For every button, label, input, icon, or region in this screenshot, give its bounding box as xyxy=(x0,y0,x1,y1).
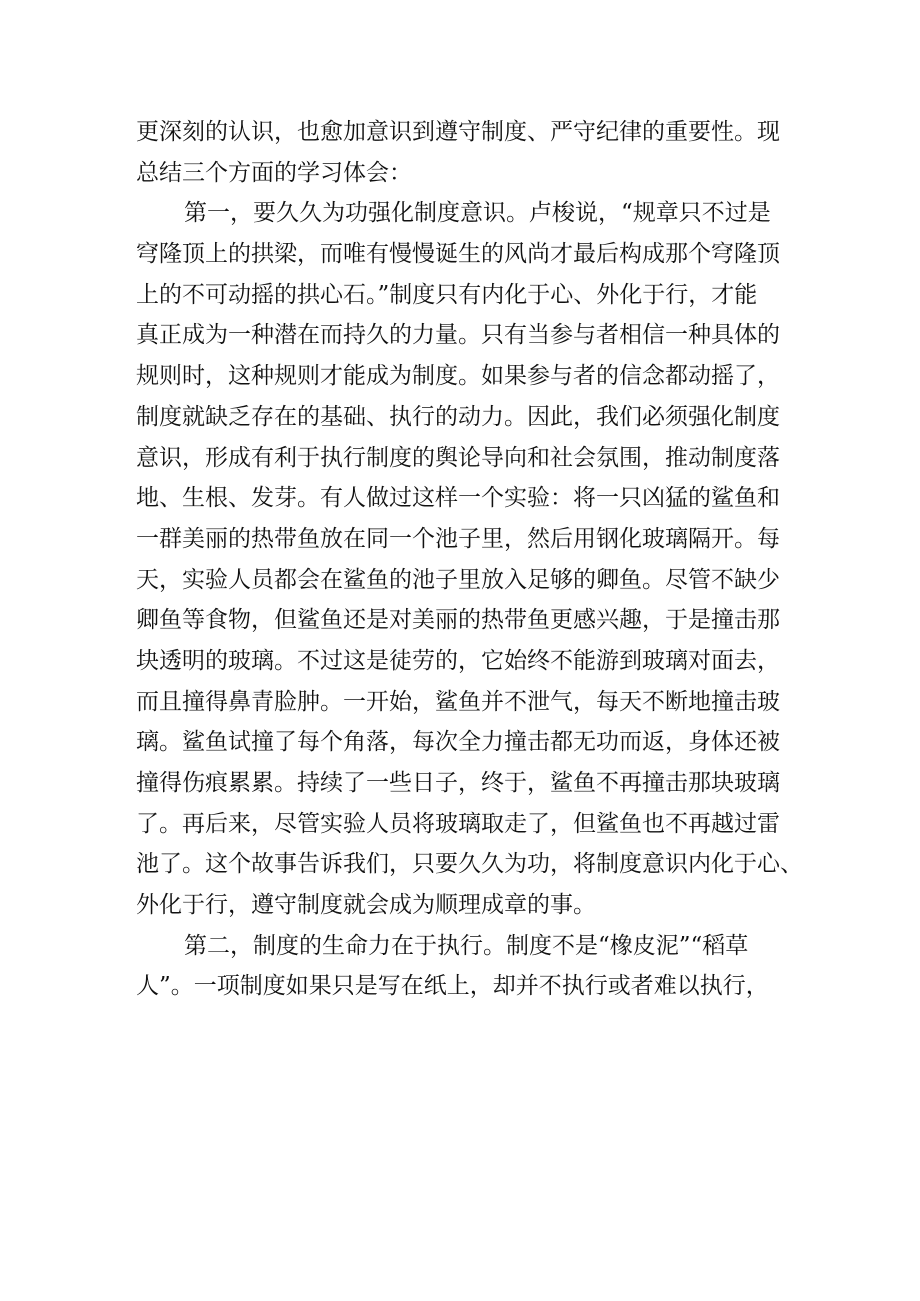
text-line: 人”。一项制度如果只是写在纸上，却并不执行或者难以执行， xyxy=(136,973,769,1000)
text-line: 意识，形成有利于执行制度的舆论导向和社会氛围，推动制度落 xyxy=(136,444,780,471)
text-line: 块透明的玻璃。不过这是徒劳的，它始终不能游到玻璃对面去， xyxy=(136,647,780,674)
text-line: 天，实验人员都会在鲨鱼的池子里放入足够的卿鱼。尽管不缺少 xyxy=(136,566,780,593)
text-line: 制度就缺乏存在的基础、执行的动力。因此，我们必须强化制度 xyxy=(136,403,780,430)
text-line: 总结三个方面的学习体会： xyxy=(136,159,412,186)
text-line: 地、生根、发芽。有人做过这样一个实验：将一只凶猛的鲨鱼和 xyxy=(136,485,780,512)
text-line: 真正成为一种潜在而持久的力量。只有当参与者相信一种具体的 xyxy=(136,322,780,349)
text-line: 穹隆顶上的拱梁，而唯有慢慢诞生的风尚才最后构成那个穹隆顶 xyxy=(136,241,780,268)
text-line: 外化于行，遵守制度就会成为顺理成章的事。 xyxy=(136,892,596,919)
text-line: 上的不可动摇的拱心石。”制度只有内化于心、外化于行，才能 xyxy=(136,281,758,308)
paragraph-first-line: 第一，要久久为功强化制度意识。卢梭说，“规章只不过是 xyxy=(184,200,771,227)
text-line: 璃。鲨鱼试撞了每个角落，每次全力撞击都无功而返，身体还被 xyxy=(136,729,780,756)
text-line: 一群美丽的热带鱼放在同一个池子里，然后用钢化玻璃隔开。每 xyxy=(136,525,780,552)
text-line: 更深刻的认识，也愈加意识到遵守制度、严守纪律的重要性。现 xyxy=(136,119,780,145)
document-body xyxy=(136,112,803,1007)
paragraph-first-line: 第二，制度的生命力在于执行。制度不是“橡皮泥”“稻草 xyxy=(184,932,749,959)
text-line: 池了。这个故事告诉我们，只要久久为功，将制度意识内化于心、 xyxy=(136,851,803,878)
text-line: 撞得伤痕累累。持续了一些日子，终于，鲨鱼不再撞击那块玻璃 xyxy=(136,770,780,796)
text-line: 了。再后来，尽管实验人员将玻璃取走了，但鲨鱼也不再越过雷 xyxy=(136,810,780,837)
text-line: 规则时，这种规则才能成为制度。如果参与者的信念都动摇了， xyxy=(136,363,780,390)
text-line: 而且撞得鼻青脸肿。一开始，鲨鱼并不泄气，每天不断地撞击玻 xyxy=(136,688,780,715)
text-line: 卿鱼等食物，但鲨鱼还是对美丽的热带鱼更感兴趣，于是撞击那 xyxy=(136,607,780,634)
